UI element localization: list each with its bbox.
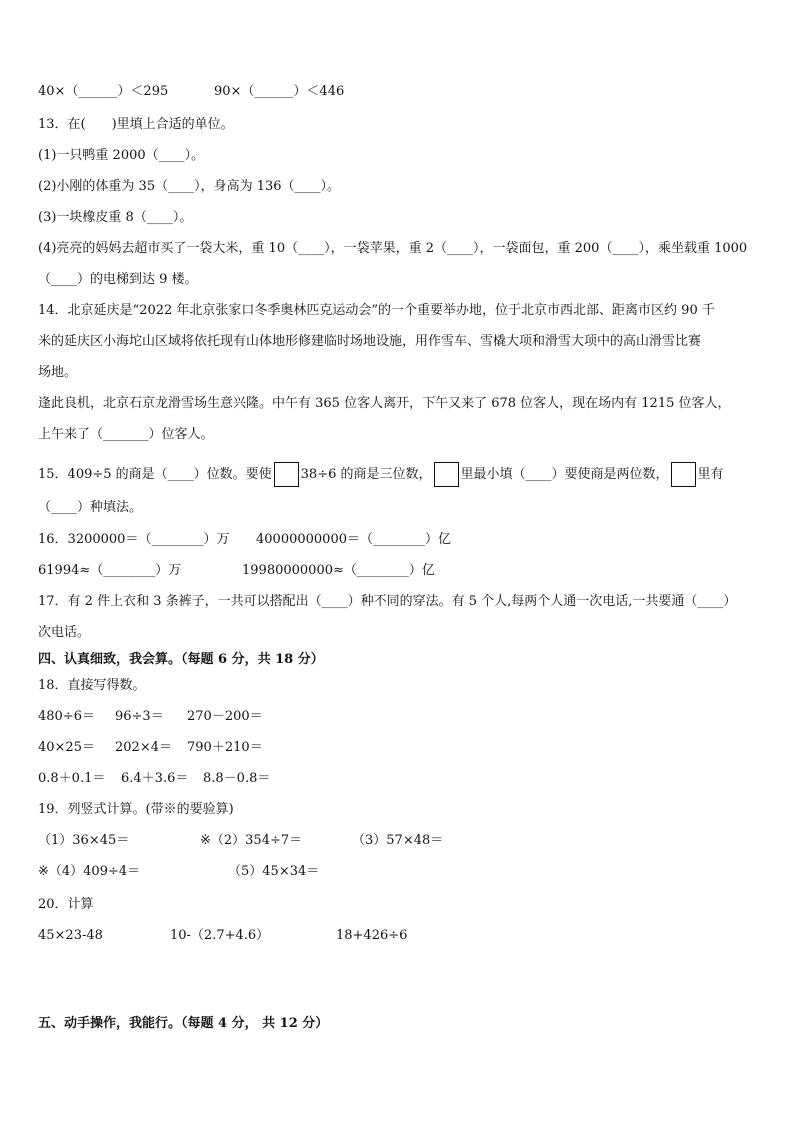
q15-part-1: 15．409÷5 的商是（____）位数。要使 bbox=[38, 467, 272, 482]
blank-box-1 bbox=[274, 462, 299, 487]
q15-part-4: 里有 bbox=[697, 467, 724, 482]
q20-item: 10-（2.7+4.6） bbox=[170, 928, 270, 943]
q20-item: 45×23-48 bbox=[38, 928, 103, 943]
q16-item-b: 40000000000＝（________）亿 bbox=[256, 532, 451, 547]
q16-item-d: 19980000000≈（________）亿 bbox=[242, 563, 435, 578]
q20-title: 20．计算 bbox=[38, 897, 94, 912]
q19-item: ※（2）354÷7＝ bbox=[200, 833, 303, 848]
q20-item: 18+426÷6 bbox=[336, 928, 408, 943]
q13-item-4-cont: （____）的电梯到达 9 楼。 bbox=[38, 272, 198, 287]
q15-part-2: 38÷6 的商是三位数， bbox=[300, 467, 432, 482]
q13-title: 13．在( )里填上合适的单位。 bbox=[38, 117, 234, 132]
q19-item: （3）57×48＝ bbox=[352, 833, 444, 848]
q12-item-b: 90×（______）＜446 bbox=[214, 84, 345, 99]
q14-line-4: 逢此良机，北京石京龙滑雪场生意兴隆。中午有 365 位客人离开，下午又来了 678 位客人，现在场内有 1215 位客人， bbox=[38, 396, 731, 411]
q16-line-1 bbox=[38, 532, 764, 548]
q13-item-1: (1)一只鸭重 2000（____）。 bbox=[38, 148, 205, 163]
q15-line-2: （____）种填法。 bbox=[38, 500, 143, 515]
q13-item-2: (2)小刚的体重为 35（____），身高为 136（____）。 bbox=[38, 179, 341, 194]
q19-item: （5）45×34＝ bbox=[228, 864, 320, 879]
blank-box-2 bbox=[434, 462, 459, 487]
q18-item: 202×4＝ bbox=[115, 740, 172, 755]
q18-item: 6.4＋3.6＝ bbox=[121, 771, 189, 786]
q18-item: 40×25＝ bbox=[38, 740, 95, 755]
q12-item-a: 40×（______）＜295 bbox=[38, 84, 169, 99]
q19-title: 19．列竖式计算。(带※的要验算) bbox=[38, 802, 234, 817]
q14-line-3: 场地。 bbox=[38, 365, 78, 380]
section-4-heading: 四、认真细致，我会算。（每题 6 分，共 18 分） bbox=[38, 652, 324, 667]
q15-part-3: 里最小填（____）要使商是两位数， bbox=[460, 467, 669, 482]
q17-line-2: 次电话。 bbox=[38, 625, 91, 640]
q17-line-1: 17．有 2 件上衣和 3 条裤子，一共可以搭配出（____）种不同的穿法。有 5 个人,每两个人通一次电话,一共要通（____） bbox=[38, 594, 737, 609]
q18-title: 18．直接写得数。 bbox=[38, 678, 146, 693]
q14-line-2: 米的延庆区小海坨山区域将依托现有山体地形修建临时场地设施，用作雪车、雪橇大项和滑雪大项中的高山滑雪比赛 bbox=[38, 334, 702, 349]
q16-item-c: 61994≈（________）万 bbox=[38, 563, 182, 578]
q18-item: 480÷6＝ bbox=[38, 709, 95, 724]
q14-line-1: 14．北京延庆是“2022 年北京张家口冬季奥林匹克运动会”的一个重要举办地，位于北京市西北部、距离市区约 90 千 bbox=[38, 303, 715, 318]
q15-line-1 bbox=[38, 462, 764, 488]
q13-item-3: (3)一块橡皮重 8（____）。 bbox=[38, 210, 193, 225]
q14-line-5: 上午来了（_______）位客人。 bbox=[38, 427, 214, 442]
q16-line-2 bbox=[38, 563, 764, 579]
q12-line bbox=[38, 84, 764, 100]
q13-item-4: (4)亮亮的妈妈去超市买了一袋大米，重 10（____），一袋苹果，重 2（____），一袋面包，重 200（____），乘坐载重 1000 bbox=[38, 241, 748, 256]
q18-item: 270－200＝ bbox=[187, 709, 263, 724]
section-5-heading: 五、动手操作，我能行。（每题 4 分， 共 12 分） bbox=[38, 1016, 329, 1031]
blank-box-3 bbox=[671, 462, 696, 487]
q16-item-a: 16．3200000＝（________）万 bbox=[38, 532, 230, 547]
q19-item: ※（4）409÷4＝ bbox=[38, 864, 141, 879]
q19-item: （1）36×45＝ bbox=[38, 833, 130, 848]
q18-item: 8.8－0.8＝ bbox=[203, 771, 271, 786]
q18-item: 790＋210＝ bbox=[187, 740, 263, 755]
q18-item: 0.8＋0.1＝ bbox=[38, 771, 106, 786]
q18-item: 96÷3＝ bbox=[115, 709, 164, 724]
